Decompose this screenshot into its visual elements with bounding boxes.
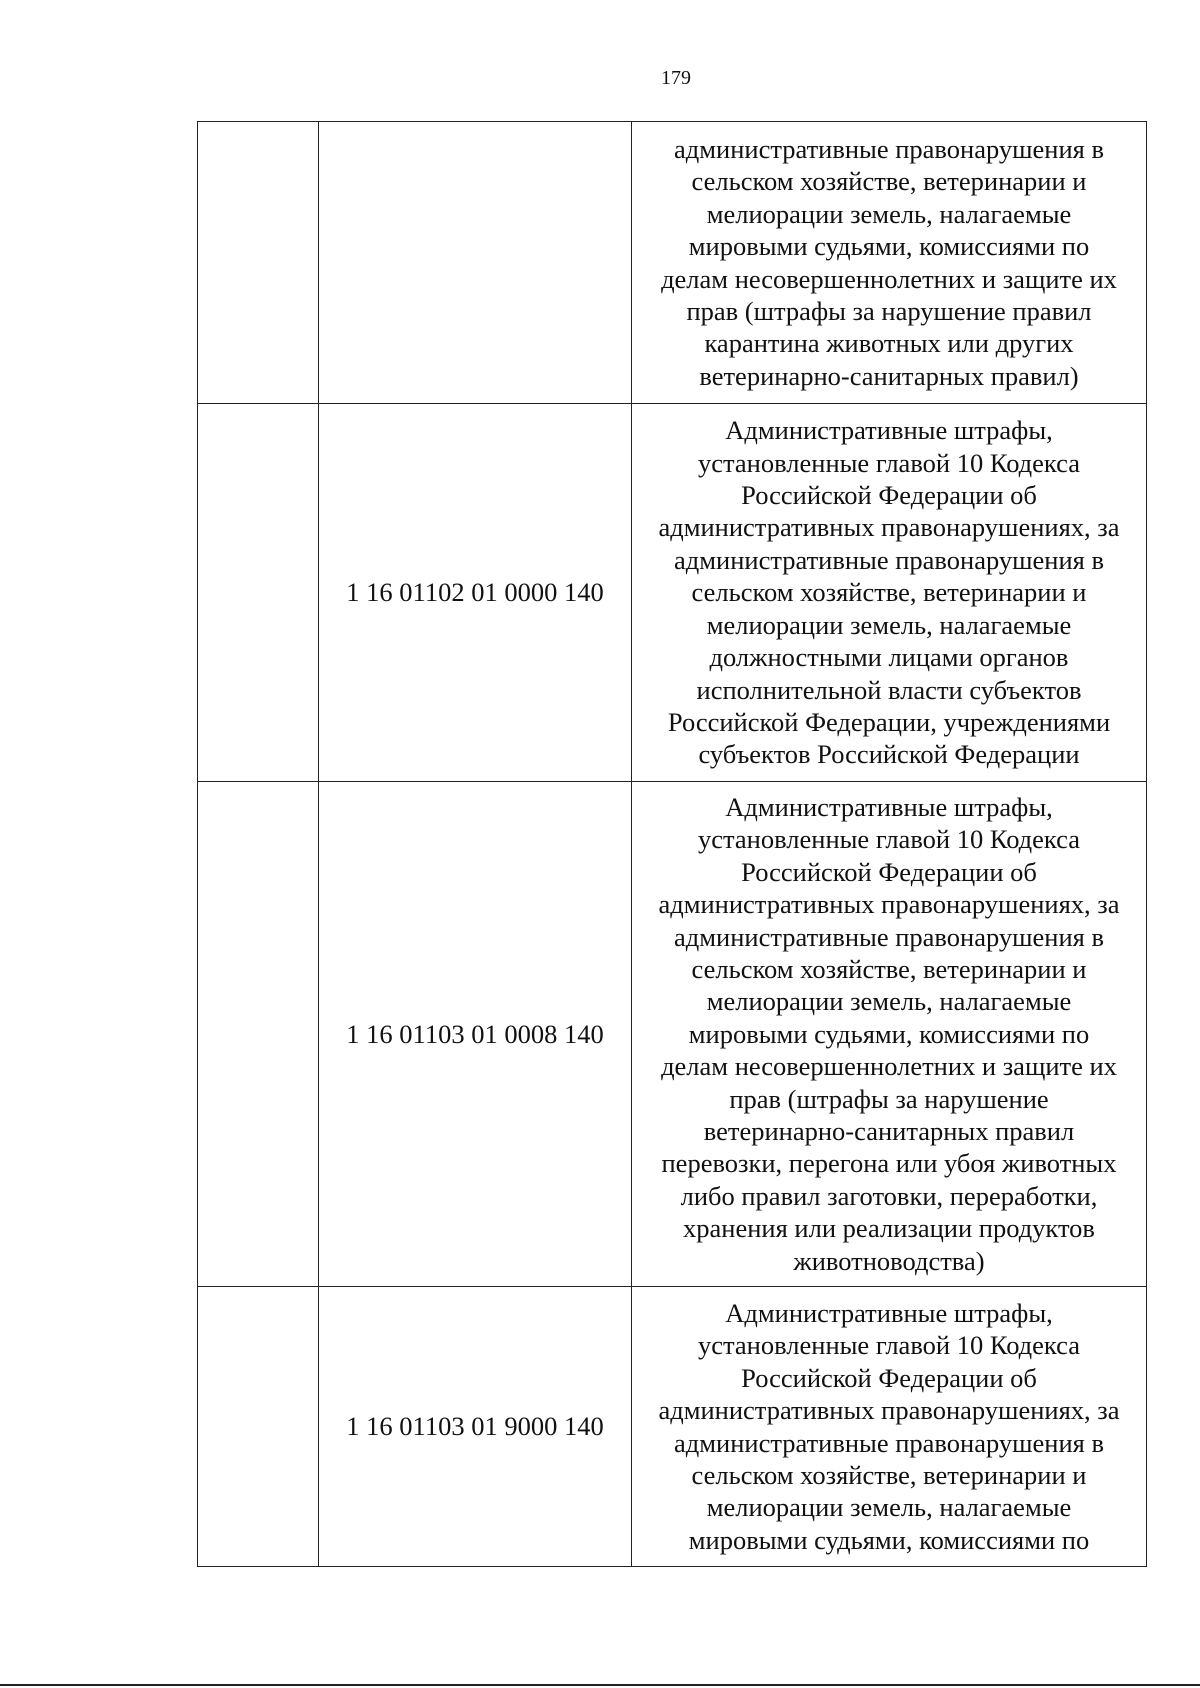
description-line: мелиорации земель, налагаемые [706, 986, 1072, 1017]
description-line: Административные штрафы, [725, 415, 1053, 446]
table-row [198, 122, 1147, 404]
description-line: административных правонарушениях, за [658, 512, 1120, 543]
description-line: административные правонарушения в [674, 133, 1104, 164]
table-row [198, 782, 1147, 1287]
description-cell [632, 122, 1147, 404]
description-line: установленные главой 10 Кодекса [698, 1330, 1080, 1361]
description-line: установленные главой 10 Кодекса [698, 447, 1080, 478]
description-cell [632, 404, 1147, 782]
empty-cell [198, 122, 319, 404]
description-line: мелиорации земель, налагаемые [706, 198, 1072, 229]
description-line: Российской Федерации об [741, 1362, 1037, 1393]
description-line: административные правонарушения в [674, 544, 1104, 575]
description-line: Российской Федерации об [741, 856, 1037, 887]
table-row [198, 1287, 1147, 1567]
description-line: установленные главой 10 Кодекса [698, 824, 1080, 855]
description-line: ветеринарно-санитарных правил [703, 1116, 1075, 1147]
description-line: Административные штрафы, [725, 1297, 1053, 1328]
description-line: административные правонарушения в [674, 921, 1104, 952]
description-line: Административные штрафы, [725, 791, 1053, 822]
description-line: должностными лицами органов [709, 642, 1069, 673]
description-line: мелиорации земель, налагаемые [706, 1492, 1072, 1523]
description-line: сельском хозяйстве, ветеринарии и [691, 1459, 1087, 1490]
description-line: субъектов Российской Федерации [698, 739, 1080, 770]
description-line: сельском хозяйстве, ветеринарии и [691, 166, 1087, 197]
description-line: перевозки, перегона или убоя животных [661, 1148, 1117, 1179]
classification-code [319, 122, 632, 404]
description-line: хранения или реализации продуктов [683, 1213, 1095, 1244]
classification-table [197, 121, 1147, 1567]
classification-code: 1 16 01103 01 0008 140 [319, 782, 632, 1287]
table-row [198, 404, 1147, 782]
description-line: животноводства) [793, 1245, 985, 1276]
description-line: ветеринарно-санитарных правил) [699, 360, 1079, 391]
description-line: исполнительной власти субъектов [696, 674, 1082, 705]
empty-cell [198, 1287, 319, 1567]
description-line: административные правонарушения в [674, 1427, 1104, 1458]
classification-code: 1 16 01102 01 0000 140 [319, 404, 632, 782]
description-line: мировыми судьями, комиссиями по [688, 1524, 1090, 1555]
description-line: сельском хозяйстве, ветеринарии и [691, 953, 1087, 984]
empty-cell [198, 782, 319, 1287]
description-line: мировыми судьями, комиссиями по [688, 1018, 1090, 1049]
description-line: делам несовершеннолетних и защите их [661, 1051, 1117, 1082]
empty-cell [198, 404, 319, 782]
description-line: мировыми судьями, комиссиями по [688, 231, 1090, 262]
description-cell [632, 782, 1147, 1287]
description-line: административных правонарушениях, за [658, 889, 1120, 920]
description-line: либо правил заготовки, переработки, [680, 1180, 1098, 1211]
page-number: 179 [661, 67, 691, 89]
description-line: Российской Федерации, учреждениями [667, 706, 1111, 737]
description-line: мелиорации земель, налагаемые [706, 609, 1072, 640]
description-line: прав (штрафы за нарушение [729, 1083, 1049, 1114]
description-line: Российской Федерации об [741, 480, 1037, 511]
description-cell [632, 1287, 1147, 1567]
description-line: сельском хозяйстве, ветеринарии и [691, 577, 1087, 608]
description-line: административных правонарушениях, за [658, 1395, 1120, 1426]
bottom-rule [0, 1684, 1200, 1686]
description-line: прав (штрафы за нарушение правил [686, 295, 1092, 326]
classification-code: 1 16 01103 01 9000 140 [319, 1287, 632, 1567]
description-line: карантина животных или других [704, 328, 1074, 359]
description-line: делам несовершеннолетних и защите их [661, 263, 1117, 294]
